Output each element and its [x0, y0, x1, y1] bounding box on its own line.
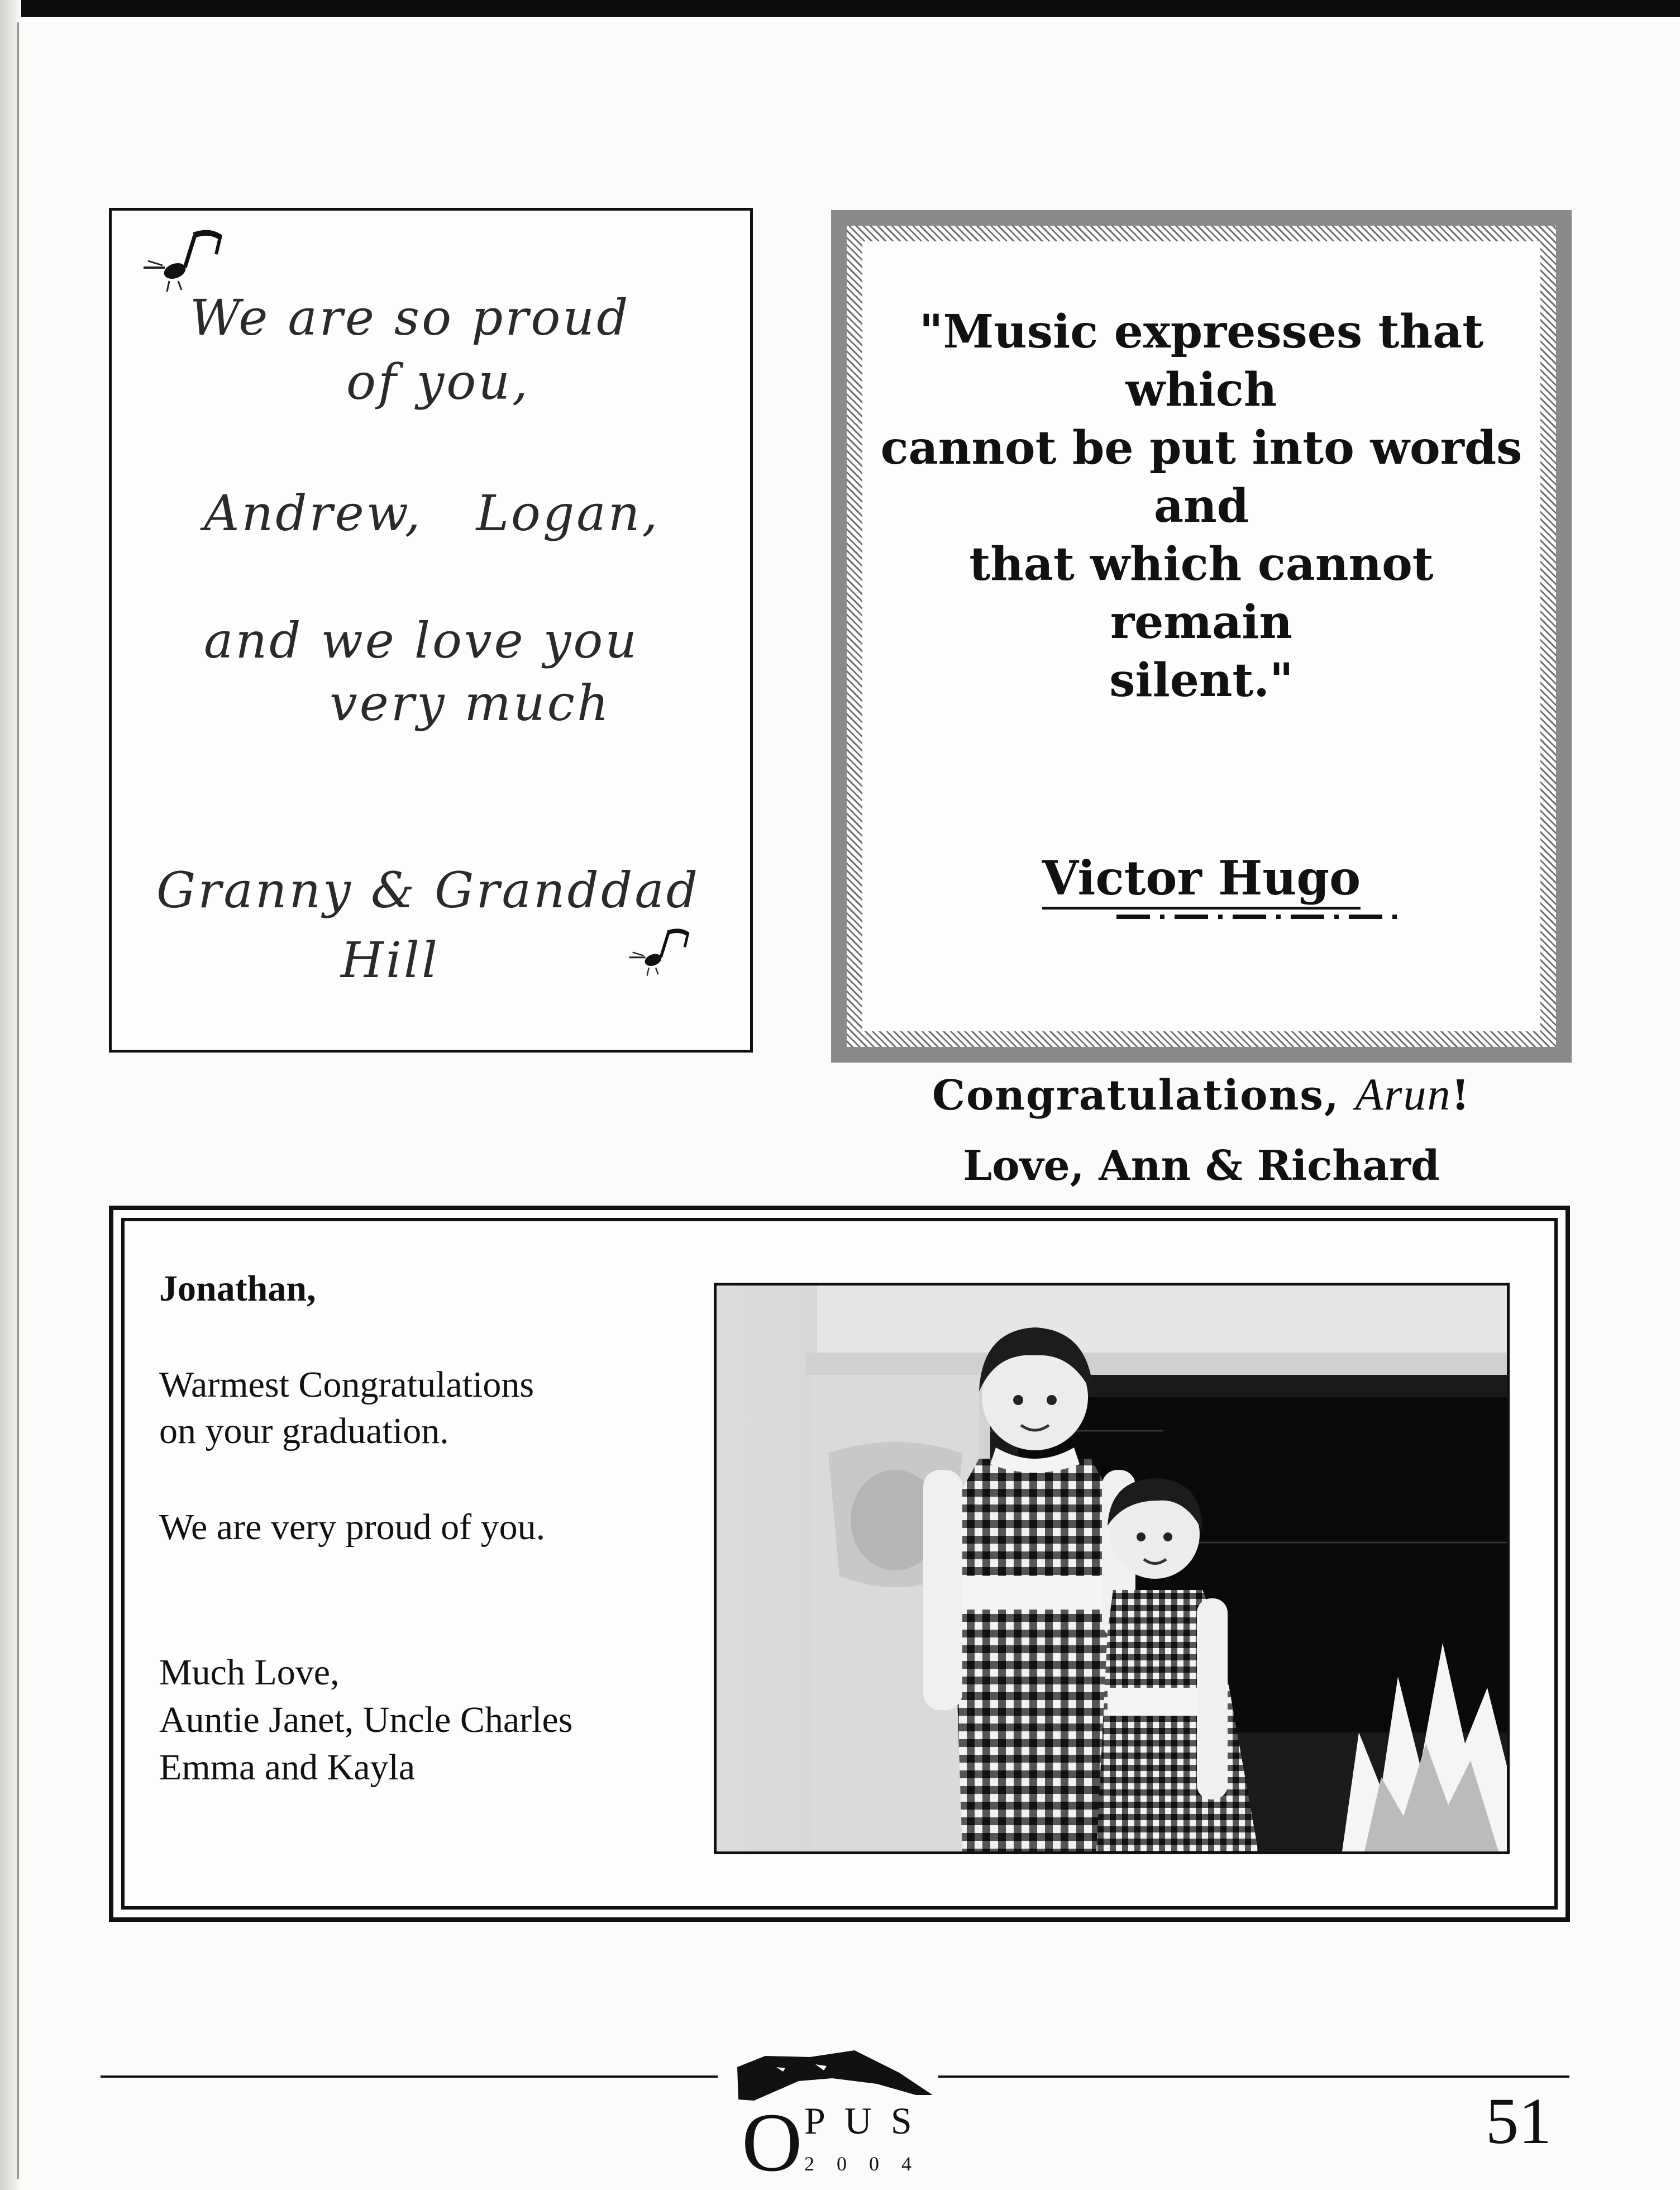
jonathan-line-6: Emma and Kayla — [159, 1747, 416, 1788]
scan-top-edge — [0, 0, 1680, 17]
footer-rule-left — [101, 2075, 718, 2078]
jonathan-line-4: Much Love, — [159, 1652, 340, 1693]
quote-line-2: cannot be put into words and — [880, 421, 1522, 533]
quote-line-1: "Music expresses that which — [919, 305, 1484, 417]
music-note-icon — [628, 926, 701, 979]
hugo-quote — [874, 303, 1529, 710]
congrats-suffix: ! — [1451, 1072, 1471, 1120]
jonathan-line-5: Auntie Janet, Uncle Charles — [159, 1699, 573, 1740]
quote-line-4: silent." — [1109, 654, 1294, 707]
jonathan-greeting: Jonathan, — [159, 1268, 316, 1309]
page-edge — [17, 22, 19, 2179]
granny-line-4: and we love you — [204, 612, 639, 669]
congrats-name: Arun — [1355, 1069, 1452, 1120]
logo-letter-o: O — [742, 2096, 803, 2189]
music-note-icon — [142, 227, 237, 294]
quote-line-3: that which cannot remain — [969, 537, 1434, 649]
ad-victor-hugo-quote — [831, 210, 1572, 1190]
photo-illustration — [717, 1286, 1507, 1851]
granny-line-6: Granny & Granddad — [156, 861, 700, 919]
congrats-prefix: Congratulations, — [932, 1072, 1356, 1120]
ad-granny-granddad — [109, 208, 753, 1053]
author-name: Victor Hugo — [1042, 850, 1361, 910]
footer-rule-right — [938, 2075, 1569, 2078]
granny-line-5: very much — [330, 674, 611, 732]
quote-frame-inner — [862, 241, 1540, 1190]
granny-line-1: We are so proud — [190, 289, 631, 346]
photo-two-girls-by-fireplace — [714, 1283, 1510, 1854]
logo-year: 2004 — [804, 2153, 934, 2175]
granny-line-7: Hill — [341, 931, 440, 989]
granny-line-2: of you, — [346, 353, 530, 411]
granny-line-3: Andrew, Logan, — [204, 484, 660, 542]
jonathan-line-2: on your graduation. — [159, 1411, 449, 1451]
love-signature: Love, Ann & Richard — [963, 1142, 1440, 1190]
dash-dot-divider — [1116, 915, 1401, 919]
page-number: 51 — [1486, 2084, 1552, 2158]
congrats-arun — [862, 1068, 1540, 1121]
logo-letters-pus: PUS — [804, 2099, 931, 2142]
jonathan-line-3: We are very proud of you. — [159, 1507, 546, 1548]
quote-author — [862, 850, 1540, 906]
jonathan-line-1: Warmest Congratulations — [159, 1364, 534, 1405]
